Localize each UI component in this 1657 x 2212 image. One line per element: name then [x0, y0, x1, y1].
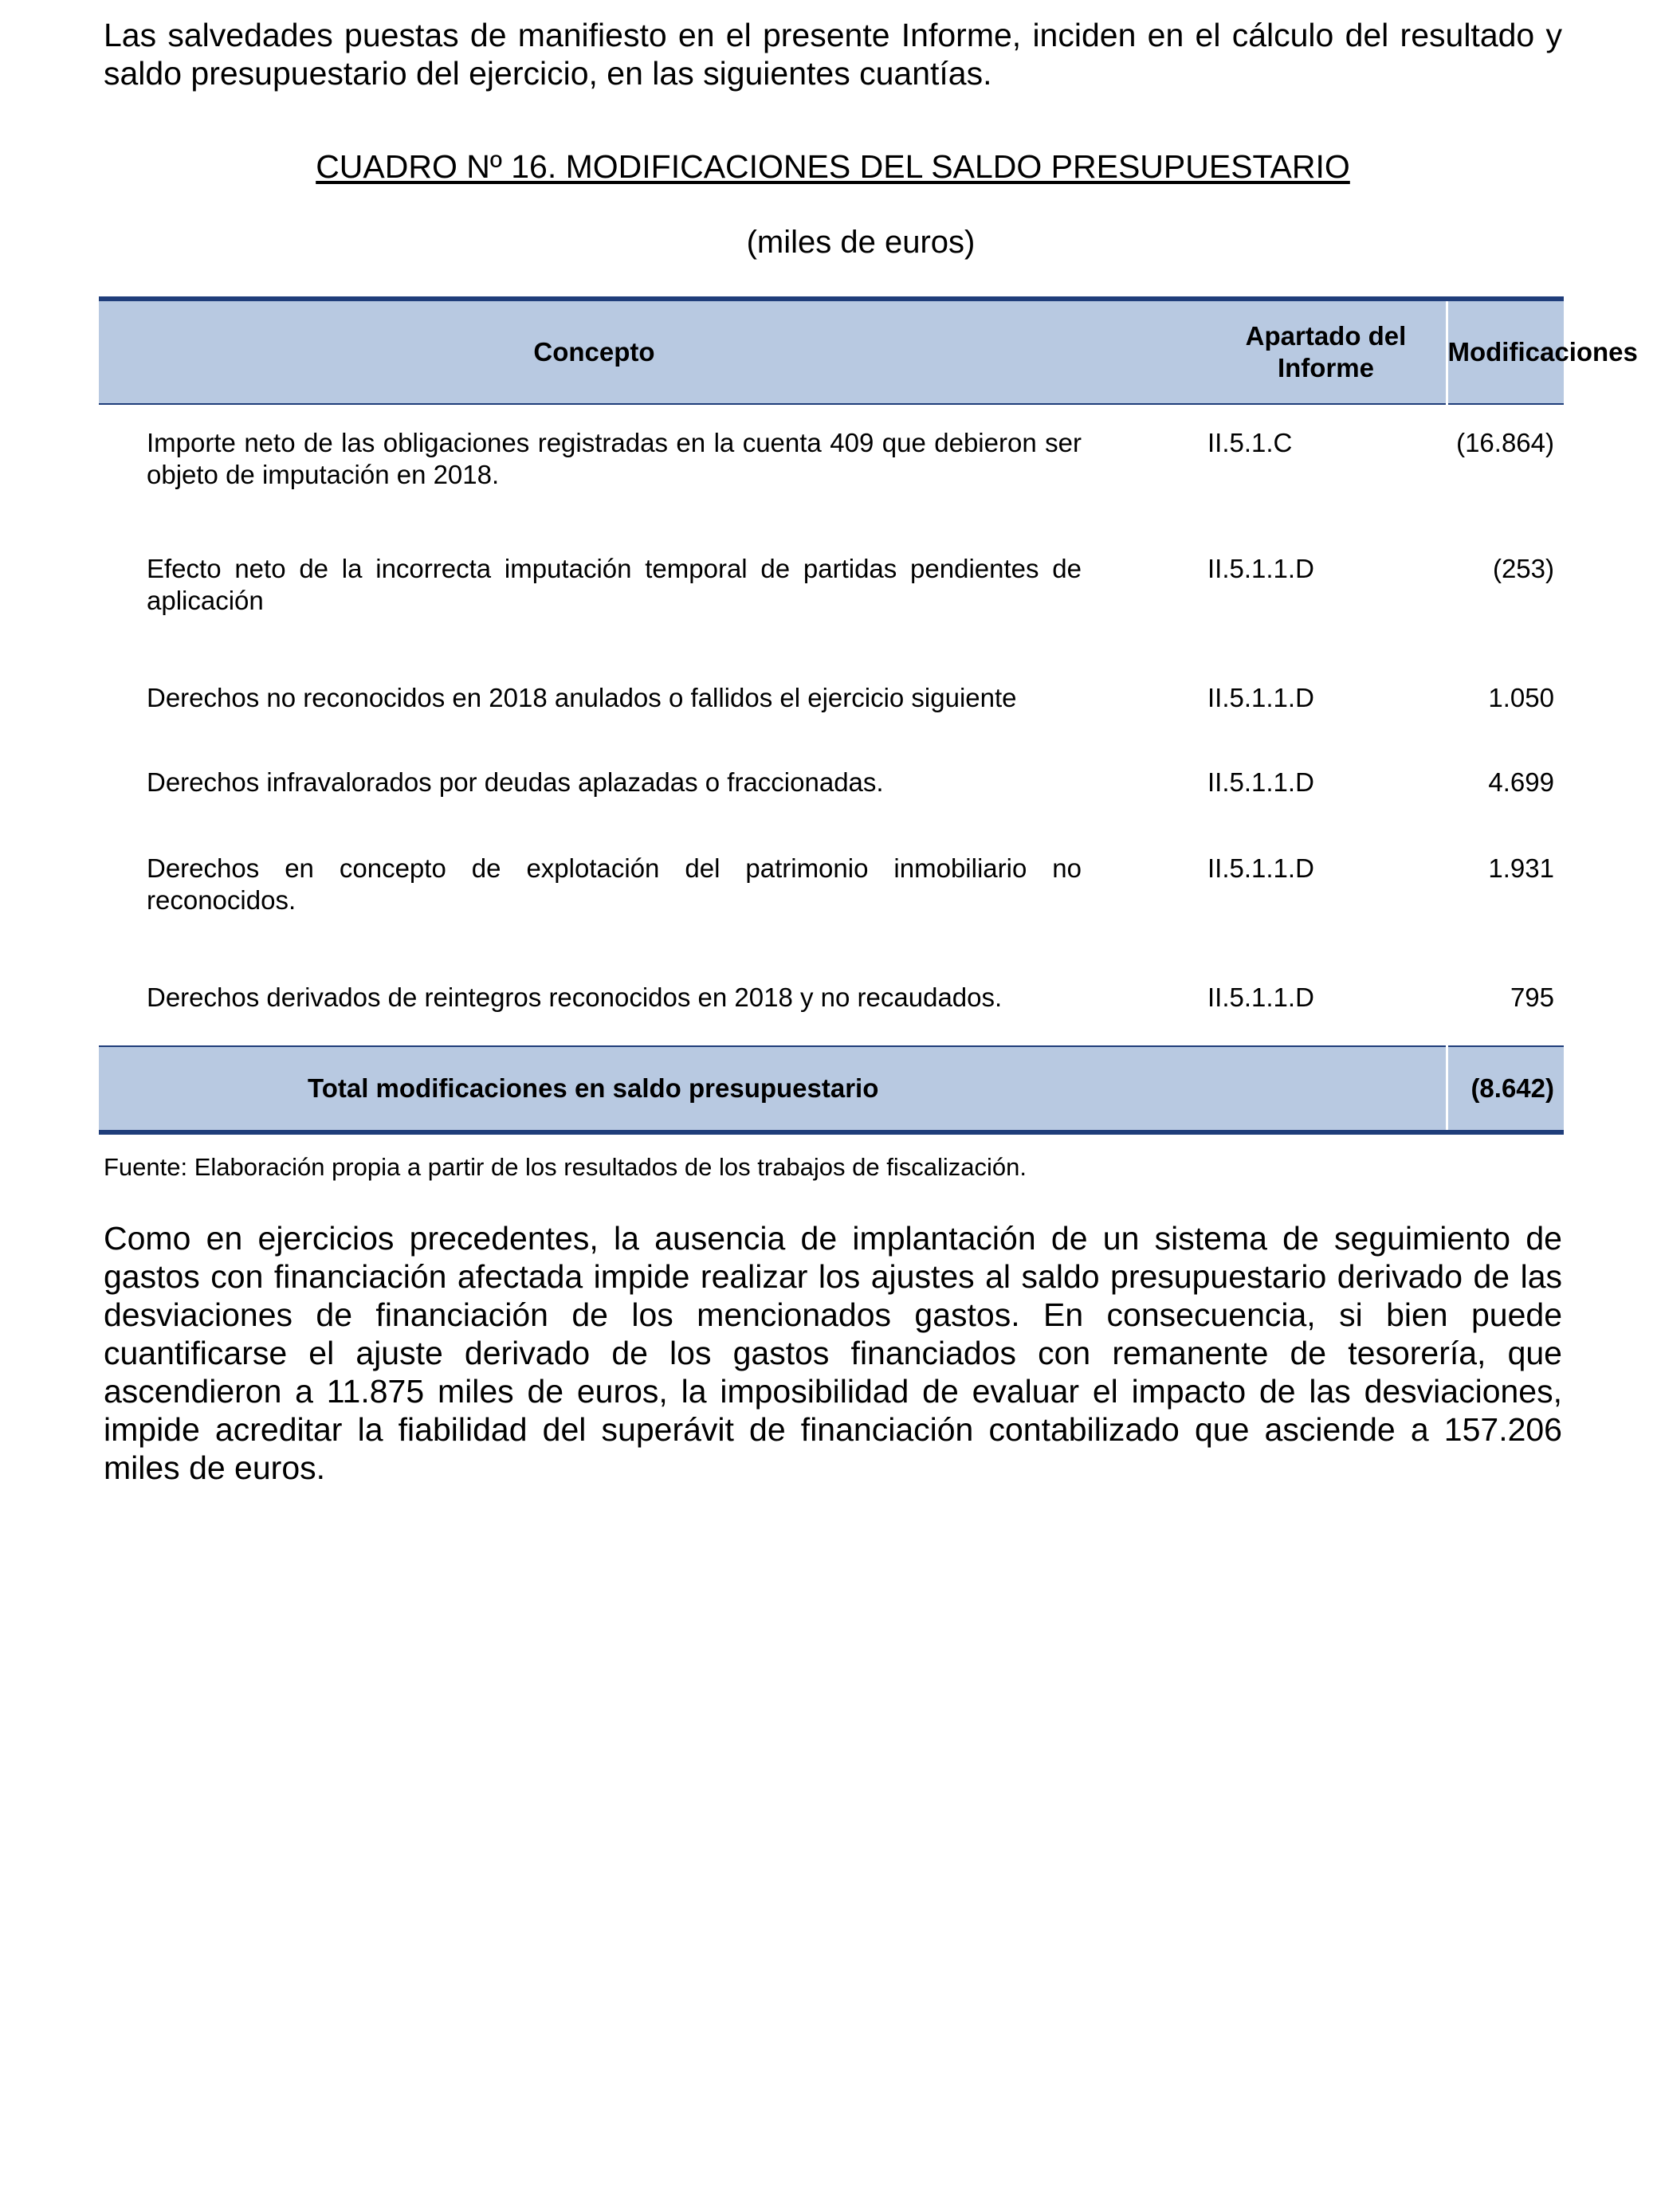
row-apartado [1090, 404, 1447, 553]
row-modificaciones: 1.931 [1488, 853, 1554, 883]
row-modificaciones: (16.864) [1456, 428, 1554, 457]
row-concepto: Importe neto de las obligaciones registradas en la cuenta 409 que debieron ser objeto de imputación en 2018. [147, 428, 1082, 489]
modifications-table [99, 296, 1638, 1135]
row-apartado-value: II.5.1.1.D [1207, 982, 1314, 1012]
row-apartado-value: II.5.1.1.D [1207, 683, 1314, 712]
row-apartado [1090, 982, 1447, 1046]
row-apartado-value: II.5.1.C [1207, 428, 1293, 457]
row-apartado [1090, 553, 1447, 682]
row-concepto: Efecto neto de la incorrecta imputación temporal de partidas pendientes de aplicación [147, 554, 1082, 615]
table-total-row [99, 1046, 1564, 1132]
row-modificaciones: 795 [1510, 982, 1554, 1012]
total-value: (8.642) [1447, 1046, 1564, 1132]
header-concepto: Concepto [99, 299, 1090, 404]
table-row [99, 853, 1564, 982]
header-apartado-label: Apartado del Informe [1245, 321, 1407, 382]
table-title: CUADRO Nº 16. MODIFICACIONES DEL SALDO PRESUPUESTARIO [316, 148, 1350, 185]
intro-paragraph: Las salvedades puestas de manifiesto en el presente Informe, inciden en el cálculo del resultado y saldo presupuestario del ejercicio, en las siguientes cuantías. [104, 17, 1562, 92]
table-units: (miles de euros) [746, 225, 976, 260]
row-apartado [1090, 767, 1447, 853]
row-apartado-value: II.5.1.1.D [1207, 853, 1314, 883]
table-row [99, 682, 1564, 767]
table-row [99, 553, 1564, 682]
total-label: Total modificaciones en saldo presupuestario [308, 1073, 879, 1103]
table-source-note: Fuente: Elaboración propia a partir de los resultados de los trabajos de fiscalización. [104, 1153, 1027, 1181]
row-modificaciones: (253) [1492, 554, 1554, 583]
row-apartado [1090, 682, 1447, 767]
table-row [99, 767, 1564, 853]
row-concepto: Derechos infravalorados por deudas aplazadas o fraccionadas. [147, 767, 884, 797]
row-concepto: Derechos derivados de reintegros reconocidos en 2018 y no recaudados. [147, 982, 1003, 1012]
row-apartado [1090, 853, 1447, 982]
header-apartado [1090, 299, 1447, 404]
row-modificaciones: 4.699 [1488, 767, 1554, 797]
table-row [99, 982, 1564, 1046]
table-header-row [99, 299, 1564, 404]
table-row [99, 404, 1564, 553]
header-modificaciones: Modificaciones [1447, 299, 1564, 404]
row-concepto: Derechos no reconocidos en 2018 anulados o fallidos el ejercicio siguiente [147, 683, 1017, 712]
row-concepto: Derechos en concepto de explotación del patrimonio inmobiliario no reconocidos. [147, 853, 1082, 915]
row-apartado-value: II.5.1.1.D [1207, 554, 1314, 583]
closing-paragraph: Como en ejercicios precedentes, la ausencia de implantación de un sistema de seguimiento de gastos con financiación afectada impide realizar los ajustes al saldo presupuestario derivado de las desviaciones de financiación de los mencionados gastos. En consecuencia, si bien puede cuantificarse el ajuste derivado de los gastos financiados con remanente de tesorería, que ascendieron a 11.875 miles de euros, la imposibilidad de evaluar el impacto de las desviaciones, impide acreditar la fiabilidad del superávit de financiación contabilizado que asciende a 157.206 miles de euros. [104, 1220, 1562, 1486]
row-apartado-value: II.5.1.1.D [1207, 767, 1314, 797]
row-modificaciones: 1.050 [1488, 683, 1554, 712]
